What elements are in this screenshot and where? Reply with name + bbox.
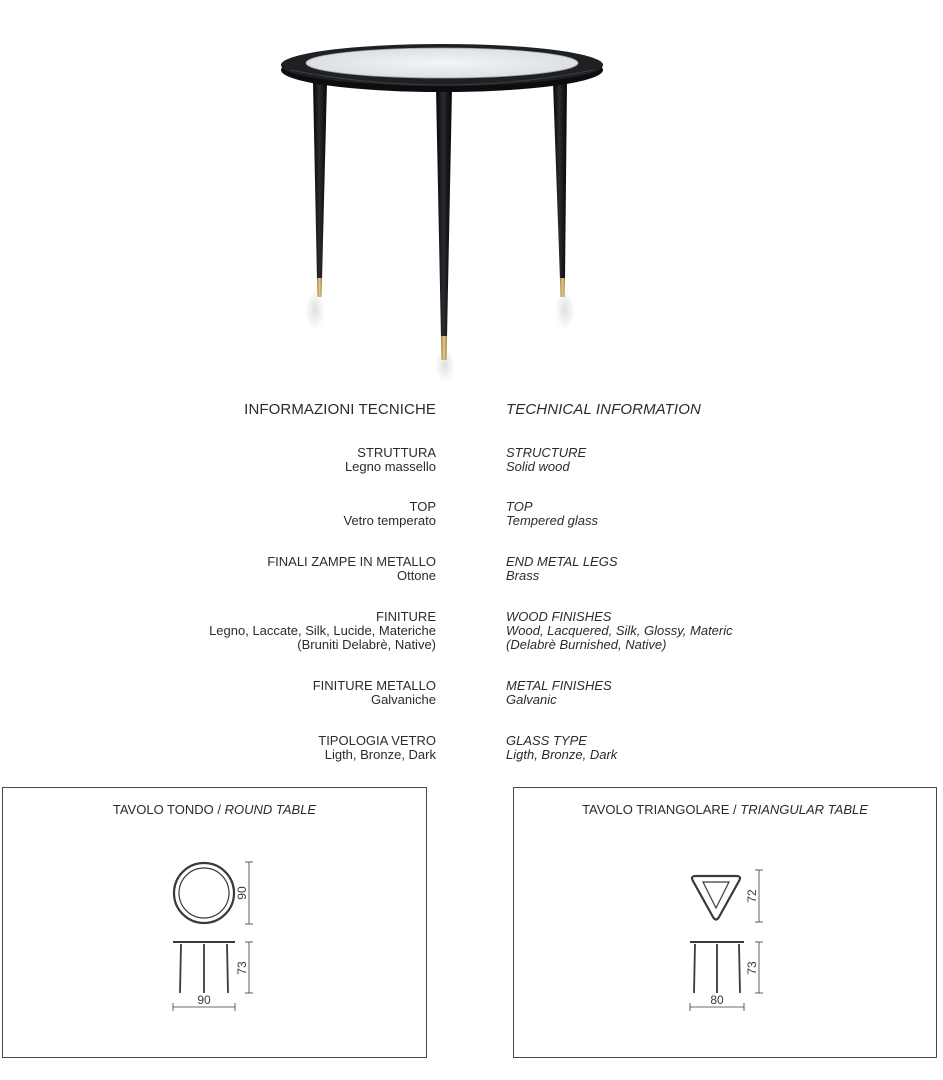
- table-leg-left: [313, 82, 327, 297]
- spec-label: FINALI ZAMPE IN METALLO: [267, 554, 436, 569]
- spec-finishes-it: [209, 610, 436, 652]
- spec-value: Wood, Lacquered, Silk, Glossy, Materic: [506, 623, 733, 638]
- spec-label: TOP: [409, 499, 436, 514]
- round-diameter-label: 90: [235, 886, 249, 900]
- spec-value: Tempered glass: [506, 513, 599, 528]
- spec-glass-en: [506, 734, 617, 762]
- spec-label: METAL FINISHES: [506, 678, 612, 693]
- spec-value: Galvanic: [506, 692, 557, 707]
- spec-value: Legno, Laccate, Silk, Lucide, Materiche: [209, 623, 436, 638]
- heading-en: TECHNICAL INFORMATION: [506, 401, 701, 418]
- spec-legs-en: [506, 555, 618, 583]
- triangular-table-title-it: TAVOLO TRIANGOLARE /: [582, 802, 741, 817]
- spec-value: Ligth, Bronze, Dark: [324, 747, 436, 762]
- round-table-diagram: [3, 788, 428, 1059]
- triangular-height-label: 73: [745, 961, 759, 975]
- table-leg-front: [436, 88, 452, 360]
- spec-label: FINITURE: [376, 609, 436, 624]
- spec-metal-finishes-it: [313, 679, 436, 707]
- round-height-label: 73: [235, 961, 249, 975]
- triangular-width-label: 80: [710, 993, 724, 1007]
- triangular-leg: [694, 944, 695, 993]
- table-leg-right: [553, 82, 567, 297]
- spec-value: (Delabrè Burnished, Native): [506, 637, 667, 652]
- triangular-table-box: [513, 787, 937, 1058]
- triangular-table-title-en: TRIANGULAR TABLE: [740, 802, 868, 817]
- round-leg: [227, 944, 228, 993]
- heading-it: INFORMAZIONI TECNICHE: [244, 401, 436, 418]
- spec-legs-it: [267, 555, 436, 583]
- spec-value: (Bruniti Delabrè, Native): [297, 637, 436, 652]
- spec-value: Galvaniche: [370, 692, 436, 707]
- round-width-label: 90: [197, 993, 211, 1007]
- round-top-plan: [174, 863, 234, 923]
- spec-value: Ottone: [396, 568, 436, 583]
- triangular-leg: [739, 944, 740, 993]
- round-table-title-it: TAVOLO TONDO /: [112, 802, 225, 817]
- spec-finishes-en: [506, 610, 733, 652]
- spec-label: END METAL LEGS: [506, 554, 618, 569]
- spec-value: Legno massello: [344, 459, 436, 474]
- product-image: [270, 30, 615, 380]
- spec-label: TIPOLOGIA VETRO: [318, 733, 436, 748]
- spec-label: WOOD FINISHES: [506, 609, 612, 624]
- spec-value: Vetro temperato: [343, 513, 436, 528]
- round-table-title-en: ROUND TABLE: [224, 802, 317, 817]
- spec-label: TOP: [506, 499, 533, 514]
- triangular-table-diagram: [514, 788, 938, 1059]
- spec-top-en: [506, 500, 598, 528]
- spec-value: Ligth, Bronze, Dark: [506, 747, 618, 762]
- spec-glass-it: [318, 734, 436, 762]
- spec-value: Solid wood: [506, 459, 570, 474]
- spec-value: Brass: [506, 568, 540, 583]
- spec-label: STRUCTURE: [506, 445, 587, 460]
- spec-label: FINITURE METALLO: [312, 678, 436, 693]
- spec-structure-it: [345, 446, 436, 474]
- spec-label: GLASS TYPE: [506, 733, 587, 748]
- spec-top-it: [344, 500, 437, 528]
- table-top: [281, 44, 603, 92]
- spec-metal-finishes-en: [506, 679, 612, 707]
- spec-label: STRUTTURA: [357, 445, 436, 460]
- triangular-depth-label: 72: [745, 889, 759, 903]
- spec-structure-en: [506, 446, 586, 474]
- round-table-box: [2, 787, 427, 1058]
- round-leg: [180, 944, 181, 993]
